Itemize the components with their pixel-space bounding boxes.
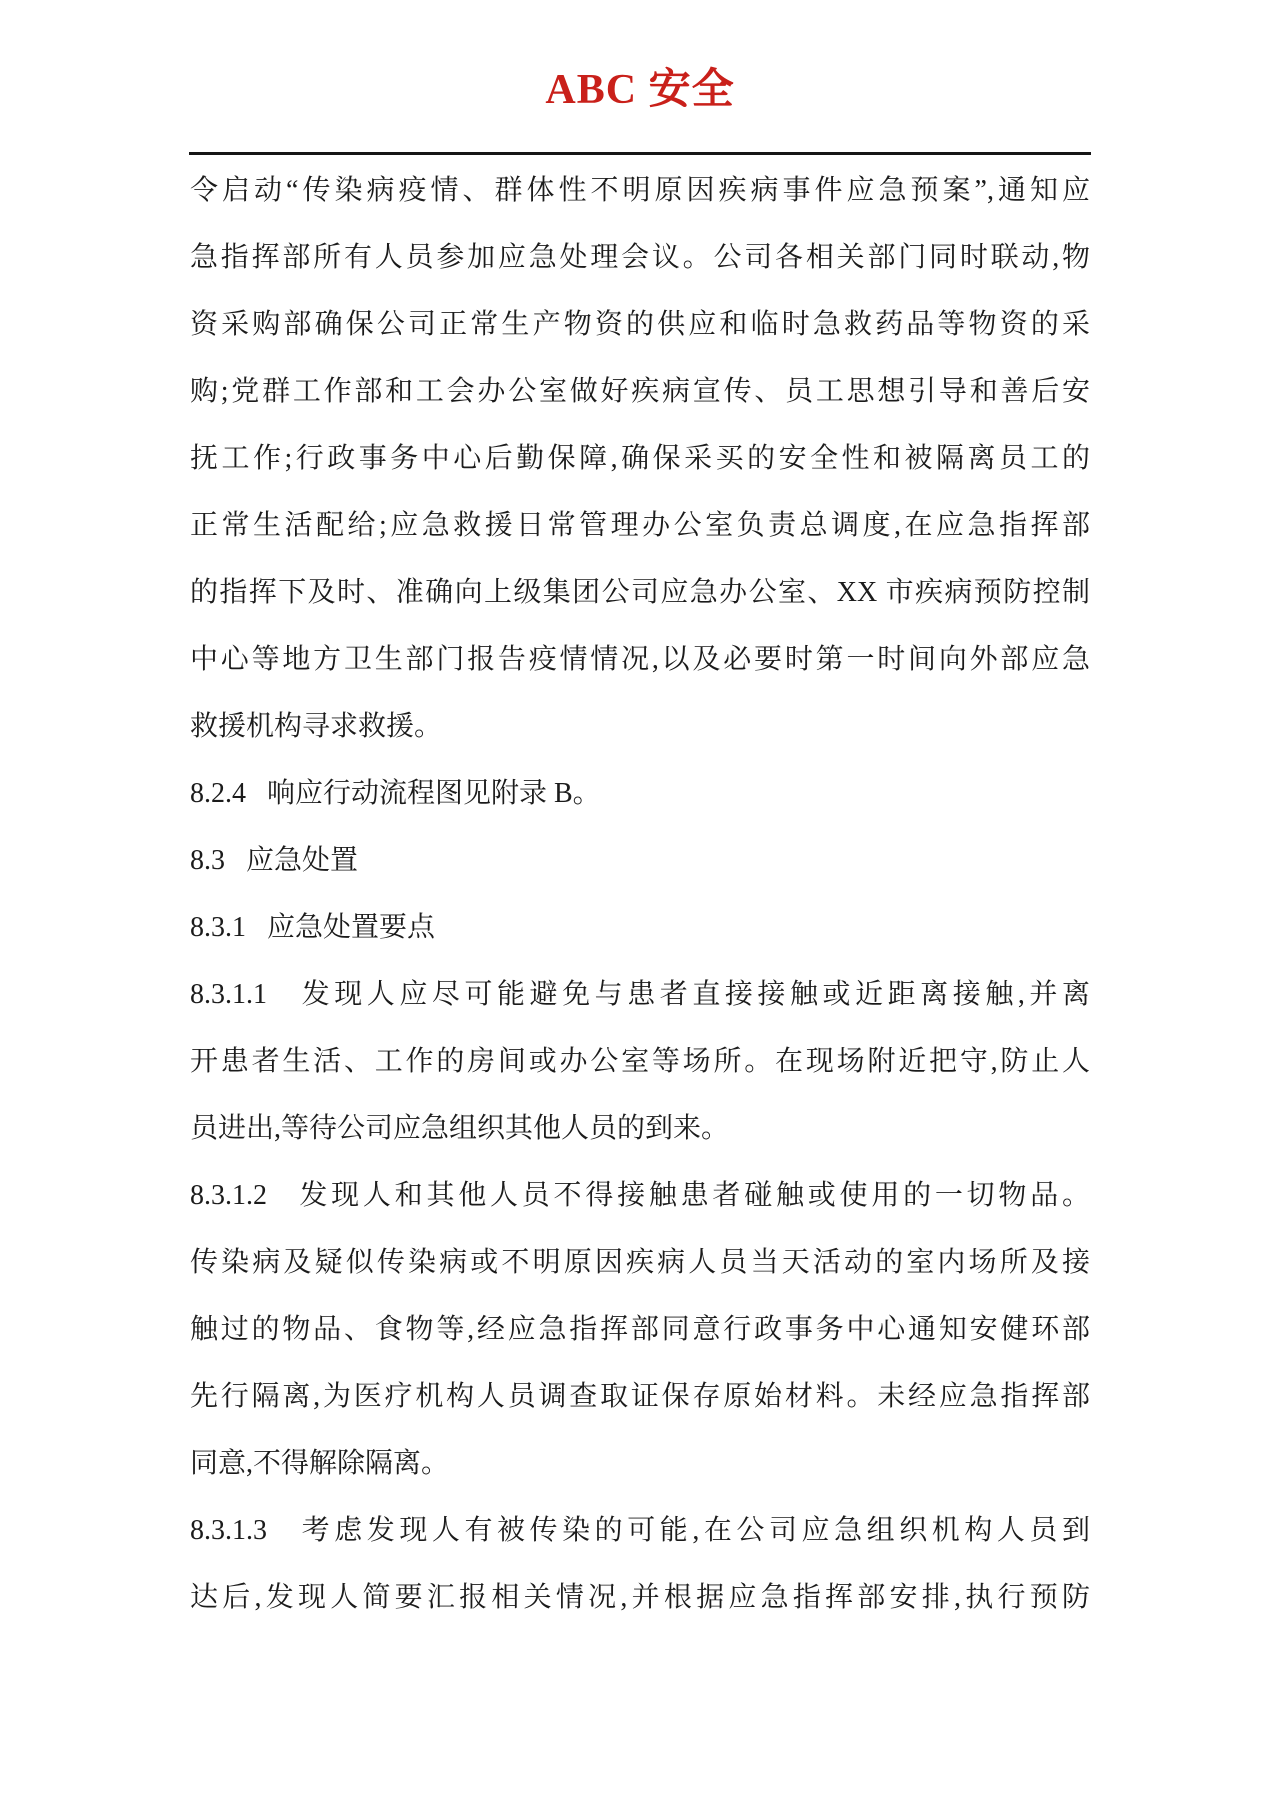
section-paragraph-8-3-1-2: 8.3.1.2 发现人和其他人员不得接触患者碰触或使用的一切物品。 [190, 1180, 1090, 1211]
document-line: 中心等地方卫生部门报告疫情情况,以及必要时第一时间向外部应急 [190, 644, 1090, 675]
document-line: 的指挥下及时、准确向上级集团公司应急办公室、XX 市疾病预防控制 [190, 577, 1090, 608]
document-line: 触过的物品、食物等,经应急指挥部同意行政事务中心通知安健环部 [190, 1314, 1090, 1345]
section-heading-8-3-1: 8.3.1 应急处置要点 [190, 912, 436, 943]
section-heading-8-3: 8.3 应急处置 [190, 845, 359, 876]
document-line: 令启动“传染病疫情、群体性不明原因疾病事件应急预案”,通知应 [190, 175, 1090, 206]
document-line: 急指挥部所有人员参加应急处理会议。公司各相关部门同时联动,物 [190, 242, 1090, 273]
document-line: 资采购部确保公司正常生产物资的供应和临时急救药品等物资的采 [190, 309, 1090, 340]
document-line: 达后,发现人简要汇报相关情况,并根据应急指挥部安排,执行预防 [190, 1582, 1090, 1613]
document-line: 抚工作;行政事务中心后勤保障,确保采买的安全性和被隔离员工的 [190, 443, 1090, 474]
section-paragraph-8-3-1-3: 8.3.1.3 考虑发现人有被传染的可能,在公司应急组织机构人员到 [190, 1515, 1090, 1546]
document-line: 同意,不得解除隔离。 [190, 1448, 450, 1479]
document-line: 正常生活配给;应急救援日常管理办公室负责总调度,在应急指挥部 [190, 510, 1090, 541]
header-divider [189, 152, 1091, 155]
document-line: 传染病及疑似传染病或不明原因疾病人员当天活动的室内场所及接 [190, 1247, 1090, 1278]
document-line: 先行隔离,为医疗机构人员调查取证保存原始材料。未经应急指挥部 [190, 1381, 1090, 1412]
section-paragraph-8-3-1-1: 8.3.1.1 发现人应尽可能避免与患者直接接触或近距离接触,并离 [190, 979, 1090, 1010]
document-line: 员进出,等待公司应急组织其他人员的到来。 [190, 1113, 730, 1144]
document-line: 购;党群工作部和工会办公室做好疾病宣传、员工思想引导和善后安 [190, 376, 1090, 407]
document-line: 开患者生活、工作的房间或办公室等场所。在现场附近把守,防止人 [190, 1046, 1090, 1077]
page-title: ABC 安全 [545, 67, 735, 113]
document-line: 救援机构寻求救援。 [190, 711, 443, 742]
document-header [0, 0, 1280, 116]
section-heading-8-2-4: 8.2.4 响应行动流程图见附录 B。 [190, 778, 601, 809]
document-body [190, 157, 1090, 1631]
